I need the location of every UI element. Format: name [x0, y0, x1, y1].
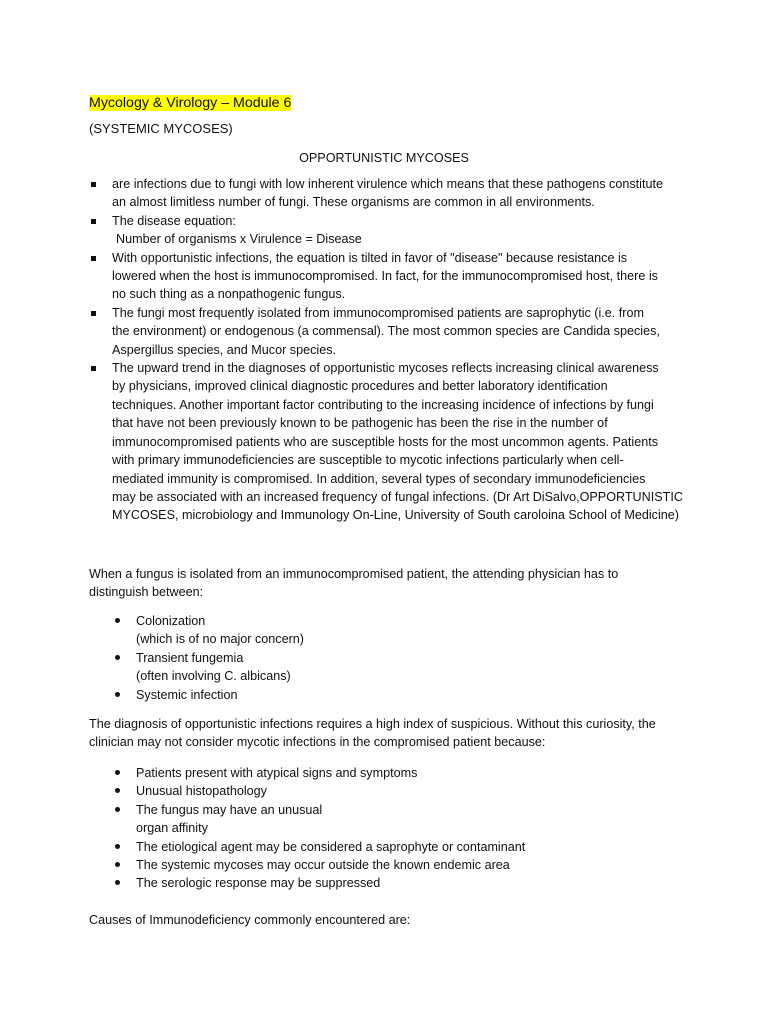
distinction-list: [112, 612, 672, 704]
bullet-line: may be associated with an increased frequency of fungal infections. (Dr Art DiSalvo,OPPORTUNISTIC: [112, 489, 683, 504]
bullet-line: with primary immunodeficiencies are susceptible to mycotic infections particularly when cell-: [112, 453, 624, 468]
bullet-item: [89, 212, 689, 249]
list-item-label: Unusual histopathology: [136, 784, 267, 799]
bullet-line: immunocompromised patients who are susceptible hosts for the most uncommon agents. Patients: [112, 434, 658, 449]
bullet-line: The upward trend in the diagnoses of opportunistic mycoses reflects increasing clinical awareness: [112, 361, 659, 376]
paragraph-line: The diagnosis of opportunistic infections requires a high index of suspicious. Without this curiosity, the: [89, 717, 656, 731]
list-item: [112, 686, 672, 704]
list-item-continuation: organ affinity: [136, 821, 208, 836]
bullet-item: [89, 304, 689, 359]
bullet-item: [89, 249, 689, 304]
list-item-label: The systemic mycoses may occur outside the known endemic area: [136, 858, 510, 873]
paragraph-line: clinician may not consider mycotic infections in the compromised patient because:: [89, 735, 546, 750]
document-subtitle: (SYSTEMIC MYCOSES): [89, 121, 233, 136]
bullet-line: the environment) or endogenous (a commensal). The most common species are Candida species,: [112, 324, 660, 339]
section-heading: OPPORTUNISTIC MYCOSES: [299, 151, 469, 165]
bullet-line: Aspergillus species, and Mucor species.: [112, 342, 336, 357]
bullet-item: [89, 359, 689, 525]
list-item: [112, 782, 672, 800]
bullet-line: by physicians, improved clinical diagnostic procedures and better laboratory identification: [112, 379, 608, 394]
bullet-line: With opportunistic infections, the equation is tilted in favor of "disease" because resistance is: [112, 250, 628, 265]
disease-equation: Number of organisms x Virulence = Disease: [116, 232, 362, 247]
paragraph-line: When a fungus is isolated from an immunocompromised patient, the attending physician has to: [89, 567, 619, 581]
opportunistic-mycoses-bullet-list: [89, 175, 689, 525]
list-item-label: The etiological agent may be considered a saprophyte or contaminant: [136, 839, 526, 854]
highlighted-title: Mycology & Virology – Module 6: [89, 95, 292, 111]
list-item: [112, 612, 672, 649]
diagnosis-paragraph: [89, 715, 689, 752]
list-item-label: The fungus may have an unusual: [136, 802, 323, 817]
bullet-line: that have not been previously known to be pathogenic has been the rise in the number of: [112, 416, 608, 431]
list-item: [112, 801, 672, 838]
list-item: [112, 764, 672, 782]
list-item: [112, 838, 672, 856]
list-item-note: (often involving C. albicans): [136, 669, 291, 684]
immunodeficiency-causes-intro: Causes of Immunodeficiency commonly encountered are:: [89, 913, 411, 927]
bullet-line: The fungi most frequently isolated from immunocompromised patients are saprophytic (i.e. from: [112, 305, 644, 320]
list-item-label: Systemic infection: [136, 687, 238, 702]
list-item: [112, 856, 672, 874]
bullet-item: [89, 175, 689, 212]
bullet-line: lowered when the host is immunocompromised. In fact, for the immunocompromised host, there is: [112, 269, 658, 284]
bullet-line: are infections due to fungi with low inherent virulence which means that these pathogens constitute: [112, 177, 663, 191]
list-item-label: The serologic response may be suppressed: [136, 876, 381, 891]
list-item-label: Patients present with atypical signs and symptoms: [136, 766, 418, 780]
list-item: [112, 649, 672, 686]
paragraph-line: distinguish between:: [89, 585, 204, 600]
bullet-line: MYCOSES, microbiology and Immunology On-Line, University of South caroloina School of Medicine): [112, 508, 679, 523]
list-item: [112, 874, 672, 892]
list-item-label: Colonization: [136, 614, 206, 628]
bullet-line: mediated immunity is compromised. In addition, several types of secondary immunodeficiencies: [112, 471, 646, 486]
isolation-paragraph: [89, 565, 689, 602]
list-item-label: Transient fungemia: [136, 650, 244, 665]
bullet-line: no such thing as a nonpathogenic fungus.: [112, 287, 346, 302]
document-title: [89, 94, 291, 113]
bullet-line: The disease equation:: [112, 213, 236, 228]
bullet-line: an almost limitless number of fungi. These organisms are common in all environments.: [112, 195, 595, 210]
reasons-list: [112, 764, 672, 893]
list-item-note: (which is of no major concern): [136, 632, 304, 647]
bullet-line: techniques. Another important factor contributing to the increasing incidence of infections by fungi: [112, 397, 654, 412]
